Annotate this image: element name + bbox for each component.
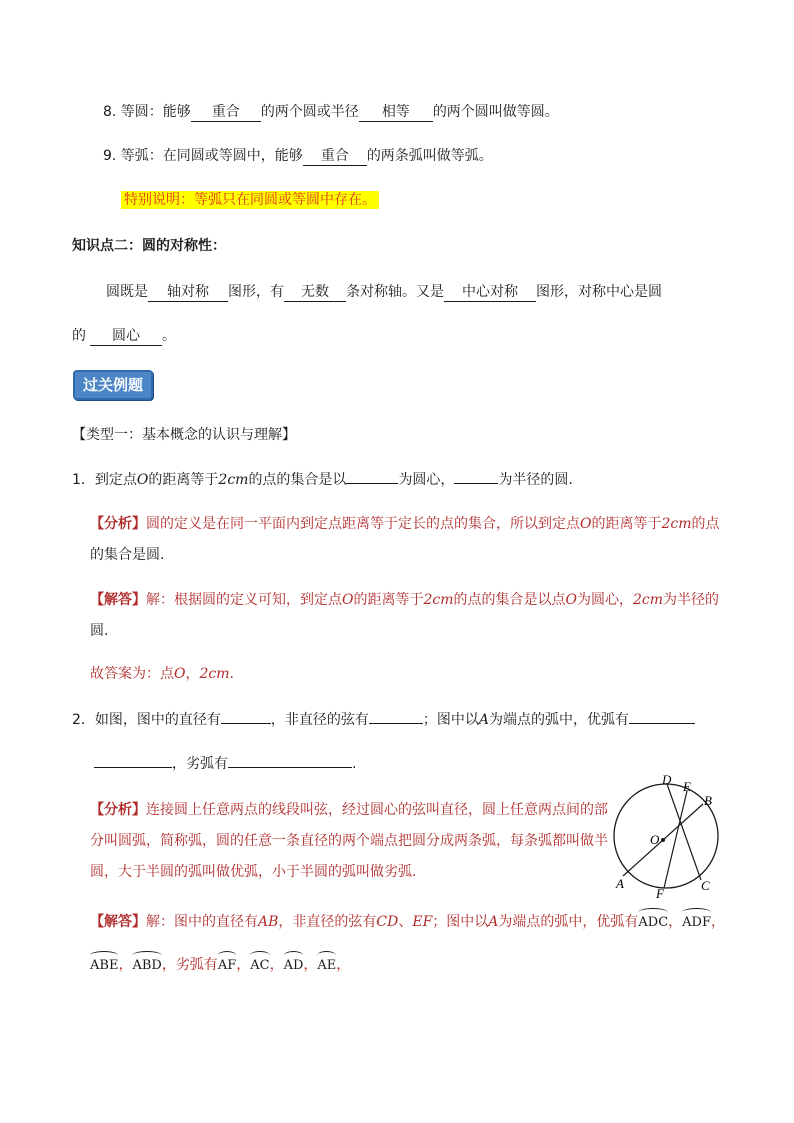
item-8-blank-2: 相等	[359, 103, 433, 122]
label-a: A	[616, 876, 624, 891]
kp2-line-2: 的 圆心 。	[72, 328, 176, 344]
special-note: 特别说明：等弧只在同圆或等圆中存在。	[121, 190, 379, 210]
q2-analysis: 【分析】连接圆上任意两点的线段叫弦，经过圆心的弦叫直径，圆上任意两点间的部	[90, 802, 608, 818]
kp2-line-1: 圆既是 轴对称 图形，有 无数 条对称轴。又是 中心对称 图形，对称中心是圆	[106, 284, 662, 300]
q1-answer: 【解答】解：根据圆的定义可知，到定点O的距离等于2cm的点的集合是以点O为圆心，2cm为半径的	[90, 592, 720, 608]
question-1: 1．到定点O的距离等于2cm的点的集合是以 为圆心， 为半径的圆.	[72, 472, 573, 488]
q1-answer-line-2: 圆.	[90, 623, 109, 639]
q2-blank-major-2	[94, 754, 172, 768]
knowledge-point-2-heading: 知识点二：圆的对称性：	[72, 238, 226, 254]
arc-ad: AD	[284, 956, 304, 976]
label-o: O	[650, 832, 660, 847]
arc-adc: ADC	[638, 913, 668, 933]
circle	[614, 784, 718, 888]
item-8-blank-1: 重合	[191, 103, 261, 122]
chord-ef	[664, 791, 687, 888]
q1-final-answer: 故答案为：点O，2cm.	[90, 666, 234, 682]
q1-blank-center	[346, 470, 398, 484]
label-f: F	[656, 886, 664, 898]
q1-analysis: 【分析】圆的定义是在同一平面内到定点距离等于定长的点的集合，所以到定点O的距离等于2cm的点	[90, 516, 720, 532]
q2-analysis-line-3: 圆，大于半圆的弧叫做优弧，小于半圆的弧叫做劣弧.	[90, 864, 417, 880]
q2-blank-minor	[228, 754, 352, 768]
item-9-blank-1: 重合	[303, 147, 367, 166]
arc-ac: AC	[250, 956, 269, 976]
center-point	[661, 838, 665, 842]
question-2-line-2: ，劣弧有 .	[94, 754, 356, 774]
circle-figure	[606, 772, 730, 898]
label-c: C	[701, 878, 710, 893]
arc-abd: ABD	[132, 956, 161, 976]
label-e: E	[683, 779, 691, 794]
label-b: B	[704, 793, 712, 808]
item-8: 8. 等圆：能够 重合 的两个圆或半径 相等 的两个圆叫做等圆。	[103, 104, 559, 120]
q2-answer-line-2: ABE，ABD，劣弧有AF，AC，AD，AE，	[90, 955, 350, 976]
type-1-heading: 【类型一：基本概念的认识与理解】	[72, 427, 296, 443]
arc-abe: ABE	[90, 956, 118, 976]
arc-ae: AE	[317, 956, 336, 976]
q2-blank-chord	[369, 710, 423, 724]
q1-blank-radius	[454, 470, 498, 484]
question-2: 2．如图，图中的直径有 ，非直径的弦有 ；图中以A为端点的弧中，优弧有	[72, 710, 695, 730]
q2-blank-major-1	[629, 710, 695, 724]
arc-af: AF	[218, 956, 236, 976]
q2-analysis-line-2: 分叫圆弧，简称弧，圆的任意一条直径的两个端点把圆分成两条弧，每条弧都叫做半	[90, 833, 608, 849]
q1-analysis-line-2: 的集合是圆.	[90, 547, 165, 563]
q2-answer: 【解答】解：图中的直径有AB，非直径的弦有CD、EF；图中以A为端点的弧中，优弧有ADC，ADF，	[90, 912, 725, 933]
label-d: D	[662, 772, 672, 787]
arc-adf: ADF	[682, 913, 711, 933]
q2-blank-diameter	[221, 710, 271, 724]
item-9: 9. 等弧：在同圆或等圆中，能够 重合 的两条弧叫做等弧。	[103, 148, 493, 164]
examples-badge: 过关例题	[73, 370, 153, 400]
